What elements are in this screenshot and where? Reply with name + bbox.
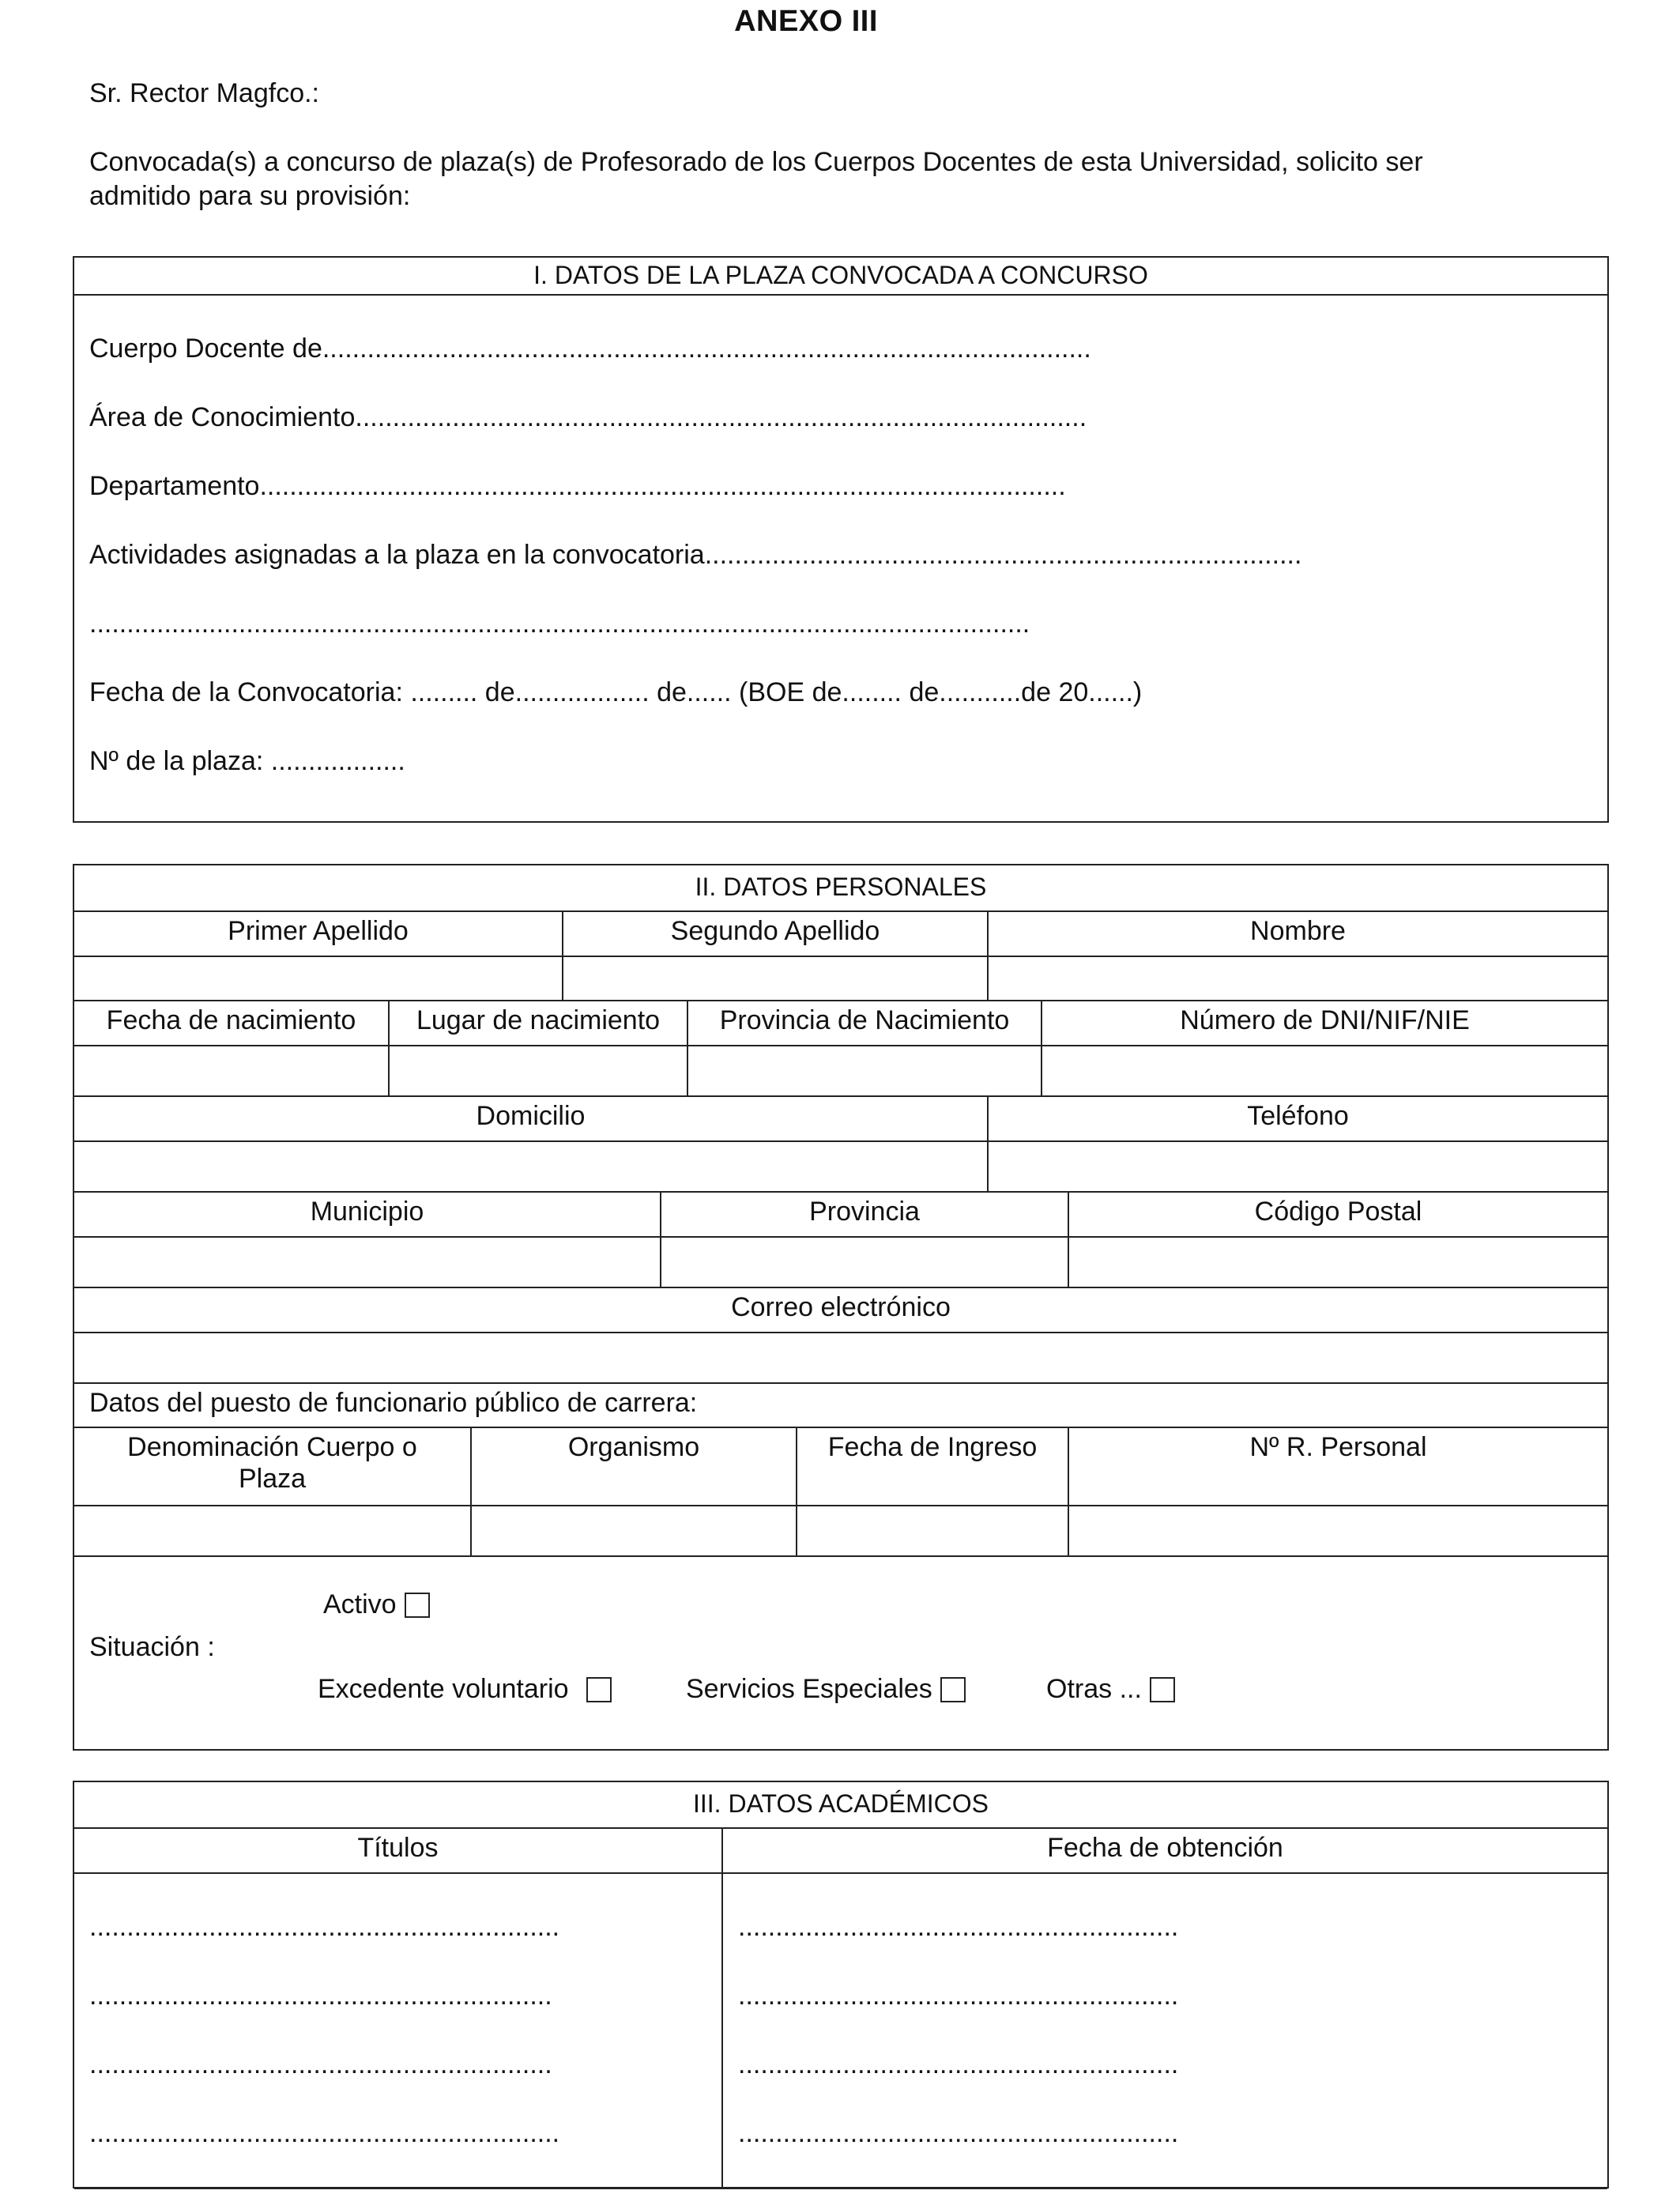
provincia-label: Provincia bbox=[661, 1193, 1068, 1237]
activo-option[interactable] bbox=[323, 1589, 430, 1620]
activo-checkbox[interactable] bbox=[405, 1593, 430, 1618]
n-personal-label: Nº R. Personal bbox=[1068, 1428, 1607, 1506]
departamento-field[interactable]: Departamento............................................................................................................ bbox=[89, 471, 1066, 501]
area-conocimiento-field[interactable]: Área de Conocimiento.................................................................................................. bbox=[89, 402, 1087, 432]
section-personales-heading: II. DATOS PERSONALES bbox=[74, 865, 1607, 912]
otras-label: Otras ... bbox=[1046, 1674, 1142, 1704]
section-academicos-heading: III. DATOS ACADÉMICOS bbox=[74, 1782, 1607, 1829]
municipio-input[interactable] bbox=[74, 1237, 661, 1287]
actividades-continuation-field[interactable]: .............................................................................................................................. bbox=[89, 609, 1030, 639]
n-personal-input[interactable] bbox=[1068, 1506, 1607, 1556]
section-plaza bbox=[73, 256, 1609, 823]
titulo-field-4[interactable]: ............................................................... bbox=[89, 2118, 560, 2148]
fecha-obtencion-label: Fecha de obtención bbox=[722, 1829, 1607, 1873]
salutation: Sr. Rector Magfco.: bbox=[89, 78, 319, 108]
titulos-list bbox=[74, 1873, 722, 2188]
excedente-label: Excedente voluntario bbox=[318, 1674, 569, 1704]
primer-apellido-input[interactable] bbox=[74, 956, 563, 1001]
correo-label: Correo electrónico bbox=[74, 1288, 1607, 1333]
numero-plaza-field[interactable]: Nº de la plaza: .................. bbox=[89, 746, 405, 776]
provincia-nacimiento-input[interactable] bbox=[687, 1046, 1042, 1096]
otras-checkbox[interactable] bbox=[1150, 1677, 1175, 1702]
titulo-field-1[interactable]: ............................................................... bbox=[89, 1912, 560, 1942]
nacimiento-table bbox=[74, 1001, 1607, 1097]
domicilio-label: Domicilio bbox=[74, 1097, 988, 1141]
segundo-apellido-label: Segundo Apellido bbox=[563, 912, 988, 956]
municipio-table bbox=[74, 1193, 1607, 1288]
otras-option[interactable] bbox=[1046, 1674, 1175, 1705]
correo-table bbox=[74, 1288, 1607, 1428]
fecha-obtencion-field-2[interactable]: ........................................................... bbox=[738, 1981, 1179, 2011]
organismo-label: Organismo bbox=[471, 1428, 797, 1506]
fecha-ingreso-input[interactable] bbox=[797, 1506, 1068, 1556]
servicios-label: Servicios Especiales bbox=[686, 1674, 932, 1704]
excedente-checkbox[interactable] bbox=[586, 1677, 612, 1702]
section-datos-personales bbox=[73, 864, 1609, 1751]
lugar-nacimiento-input[interactable] bbox=[389, 1046, 687, 1096]
situacion-label: Situación : bbox=[89, 1632, 215, 1662]
servicios-checkbox[interactable] bbox=[940, 1677, 966, 1702]
titulos-label: Títulos bbox=[74, 1829, 722, 1873]
denominacion-input[interactable] bbox=[74, 1506, 471, 1556]
denominacion-label: Denominación Cuerpo o Plaza bbox=[74, 1428, 471, 1506]
provincia-input[interactable] bbox=[661, 1237, 1068, 1287]
provincia-nacimiento-label: Provincia de Nacimiento bbox=[687, 1001, 1042, 1046]
fecha-obtencion-field-4[interactable]: ........................................................... bbox=[738, 2118, 1179, 2148]
titulo-field-2[interactable]: .............................................................. bbox=[89, 1981, 552, 2011]
actividades-field[interactable]: Actividades asignadas a la plaza en la convocatoria................................................................................ bbox=[89, 540, 1302, 570]
titulo-field-3[interactable]: .............................................................. bbox=[89, 2049, 552, 2079]
academicos-table bbox=[74, 1829, 1607, 2189]
organismo-input[interactable] bbox=[471, 1506, 797, 1556]
segundo-apellido-input[interactable] bbox=[563, 956, 988, 1001]
fecha-nacimiento-label: Fecha de nacimiento bbox=[74, 1001, 389, 1046]
codigo-postal-input[interactable] bbox=[1068, 1237, 1607, 1287]
telefono-input[interactable] bbox=[988, 1141, 1607, 1192]
excedente-option[interactable] bbox=[318, 1674, 612, 1705]
primer-apellido-label: Primer Apellido bbox=[74, 912, 563, 956]
lugar-nacimiento-label: Lugar de nacimiento bbox=[389, 1001, 687, 1046]
fecha-ingreso-label: Fecha de Ingreso bbox=[797, 1428, 1068, 1506]
codigo-postal-label: Código Postal bbox=[1068, 1193, 1607, 1237]
document-title: ANEXO III bbox=[734, 5, 878, 38]
intro-line-1: Convocada(s) a concurso de plaza(s) de Profesorado de los Cuerpos Docentes de esta Universidad, solicito ser bbox=[89, 147, 1423, 177]
fecha-obtencion-field-1[interactable]: ........................................................... bbox=[738, 1912, 1179, 1942]
fecha-obtencion-field-3[interactable]: ........................................................... bbox=[738, 2049, 1179, 2079]
dni-label: Número de DNI/NIF/NIE bbox=[1042, 1001, 1607, 1046]
telefono-label: Teléfono bbox=[988, 1097, 1607, 1141]
section-datos-academicos bbox=[73, 1781, 1609, 2188]
municipio-label: Municipio bbox=[74, 1193, 661, 1237]
nombre-input[interactable] bbox=[988, 956, 1607, 1001]
fecha-convocatoria-field[interactable]: Fecha de la Convocatoria: ......... de.................. de...... (BOE de........ de...........de 20......) bbox=[89, 677, 1143, 707]
dni-input[interactable] bbox=[1042, 1046, 1607, 1096]
activo-label: Activo bbox=[323, 1589, 397, 1619]
fecha-nacimiento-input[interactable] bbox=[74, 1046, 389, 1096]
servicios-option[interactable] bbox=[686, 1674, 966, 1705]
correo-input[interactable] bbox=[74, 1333, 1607, 1383]
nombre-label: Nombre bbox=[988, 912, 1607, 956]
funcionario-table bbox=[74, 1428, 1607, 1557]
domicilio-input[interactable] bbox=[74, 1141, 988, 1192]
apellidos-table bbox=[74, 912, 1607, 1001]
domicilio-table bbox=[74, 1097, 1607, 1193]
funcionario-label: Datos del puesto de funcionario público de carrera: bbox=[74, 1383, 1607, 1427]
cuerpo-docente-field[interactable]: Cuerpo Docente de....................................................................................................... bbox=[89, 334, 1091, 364]
intro-line-2: admitido para su provisión: bbox=[89, 181, 411, 211]
section-plaza-heading: I. DATOS DE LA PLAZA CONVOCADA A CONCURSO bbox=[74, 258, 1607, 296]
fechas-list bbox=[722, 1873, 1607, 2188]
